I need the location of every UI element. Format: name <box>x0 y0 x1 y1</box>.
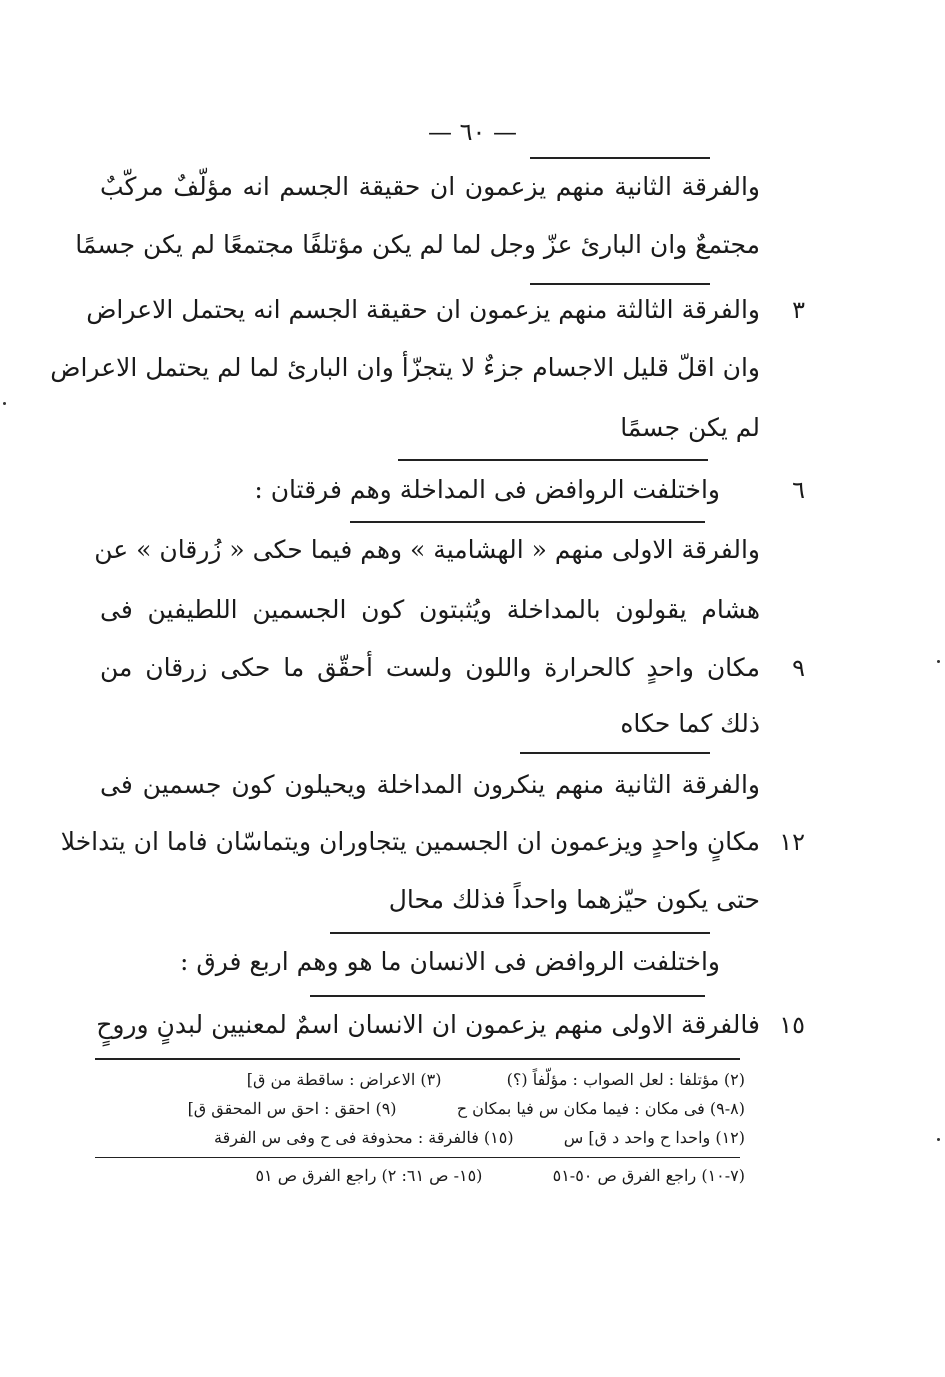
text-line-2: مجتمعٌ وان البارئ عزّ وجل لما لم يكن مؤتلفًا مجتمعًا لم يكن جسمًا <box>75 230 760 259</box>
line-number-9: ٩ <box>792 654 805 682</box>
footnote-row-3 <box>95 1126 745 1150</box>
footnote-row-2 <box>95 1097 745 1121</box>
footnote-2: (٢) مؤتلفا : لعل الصواب : مؤلّفاً (؟) <box>506 1070 745 1089</box>
text-line-12: مكانٍ واحدٍ ويزعمون ان الجسمين يتجاوران ويتماسّان فاما ان يتداخلا <box>60 827 760 856</box>
paragraph-rule <box>520 752 710 754</box>
text-line-8: هشام يقولون بالمداخلة ويُثبتون كون الجسمين اللطيفين فى <box>100 595 760 624</box>
footnote-row-1 <box>95 1068 745 1092</box>
text-line-14: واختلفت الروافض فى الانسان ما هو وهم اربع فرق : <box>179 947 720 976</box>
text-line-9: مكان واحدٍ كالحرارة واللون ولست أحقّق ما حكى زرقان من <box>100 653 760 682</box>
scan-speck <box>937 1138 940 1141</box>
scan-speck <box>3 402 6 405</box>
footnote-12: (١٢) واحدا ح واحد د ق] س <box>563 1128 745 1147</box>
text-line-4: وان اقلّ قليل الاجسام جزءٌ لا يتجزّأ وان البارئ لما لم يحتمل الاعراض <box>50 353 760 382</box>
paragraph-rule <box>530 157 710 159</box>
paragraph-rule <box>530 283 710 285</box>
page-number: — ٦٠ — <box>427 118 518 146</box>
text-line-10: ذلك كما حكاه <box>620 709 760 738</box>
text-line-15: فالفرقة الاولى منهم يزعمون ان الانسان اسمٌ لمعنيين لبدنٍ وروحٍ <box>96 1010 760 1039</box>
text-line-11: والفرقة الثانية منهم ينكرون المداخلة ويحيلون كون جسمين فى <box>100 770 760 799</box>
paragraph-rule <box>310 995 705 997</box>
text-line-5: لم يكن جسمًا <box>620 413 760 442</box>
reference-15: (١٥- ص ٦١: ٢) راجع الفرق ص ٥١ <box>255 1166 483 1185</box>
footnote-3: (٣) الاعراض : ساقطة من ق] <box>246 1070 442 1089</box>
text-line-1: والفرقة الثانية منهم يزعمون ان حقيقة الجسم انه مؤلّفٌ مركّبٌ <box>100 172 760 201</box>
scan-speck <box>937 660 940 663</box>
reference-7-10: (٧-١٠) راجع الفرق ص ٥٠-٥١ <box>552 1166 745 1185</box>
paragraph-rule <box>330 932 710 934</box>
line-number-6: ٦ <box>792 476 805 504</box>
text-line-6: واختلفت الروافض فى المداخلة وهم فرقتان : <box>254 475 720 504</box>
text-line-13: حتى يكون حيّزهما واحداً فذلك محال <box>388 885 760 914</box>
line-number-12: ١٢ <box>779 828 805 856</box>
paragraph-rule <box>350 521 705 523</box>
footnote-8-9: (٨-٩) فى مكان : فيما مكان س فيا بمكان ح <box>456 1099 745 1118</box>
reference-row <box>95 1164 745 1188</box>
text-line-3: والفرقة الثالثة منهم يزعمون ان حقيقة الجسم انه يحتمل الاعراض <box>86 295 760 324</box>
reference-separator <box>95 1157 740 1158</box>
line-number-3: ٣ <box>792 296 805 324</box>
footnote-9: (٩) احقق : احق س المحقق ق] <box>187 1099 397 1118</box>
paragraph-rule <box>398 459 708 461</box>
line-number-15: ١٥ <box>779 1011 805 1039</box>
text-line-7: والفرقة الاولى منهم « الهشامية » وهم فيما حكى « زُرقان » عن <box>94 535 760 564</box>
footnote-15: (١٥) فالفرقة : محذوفة فى ح وفى س الفرقة <box>214 1128 514 1147</box>
footnote-separator <box>95 1058 740 1060</box>
